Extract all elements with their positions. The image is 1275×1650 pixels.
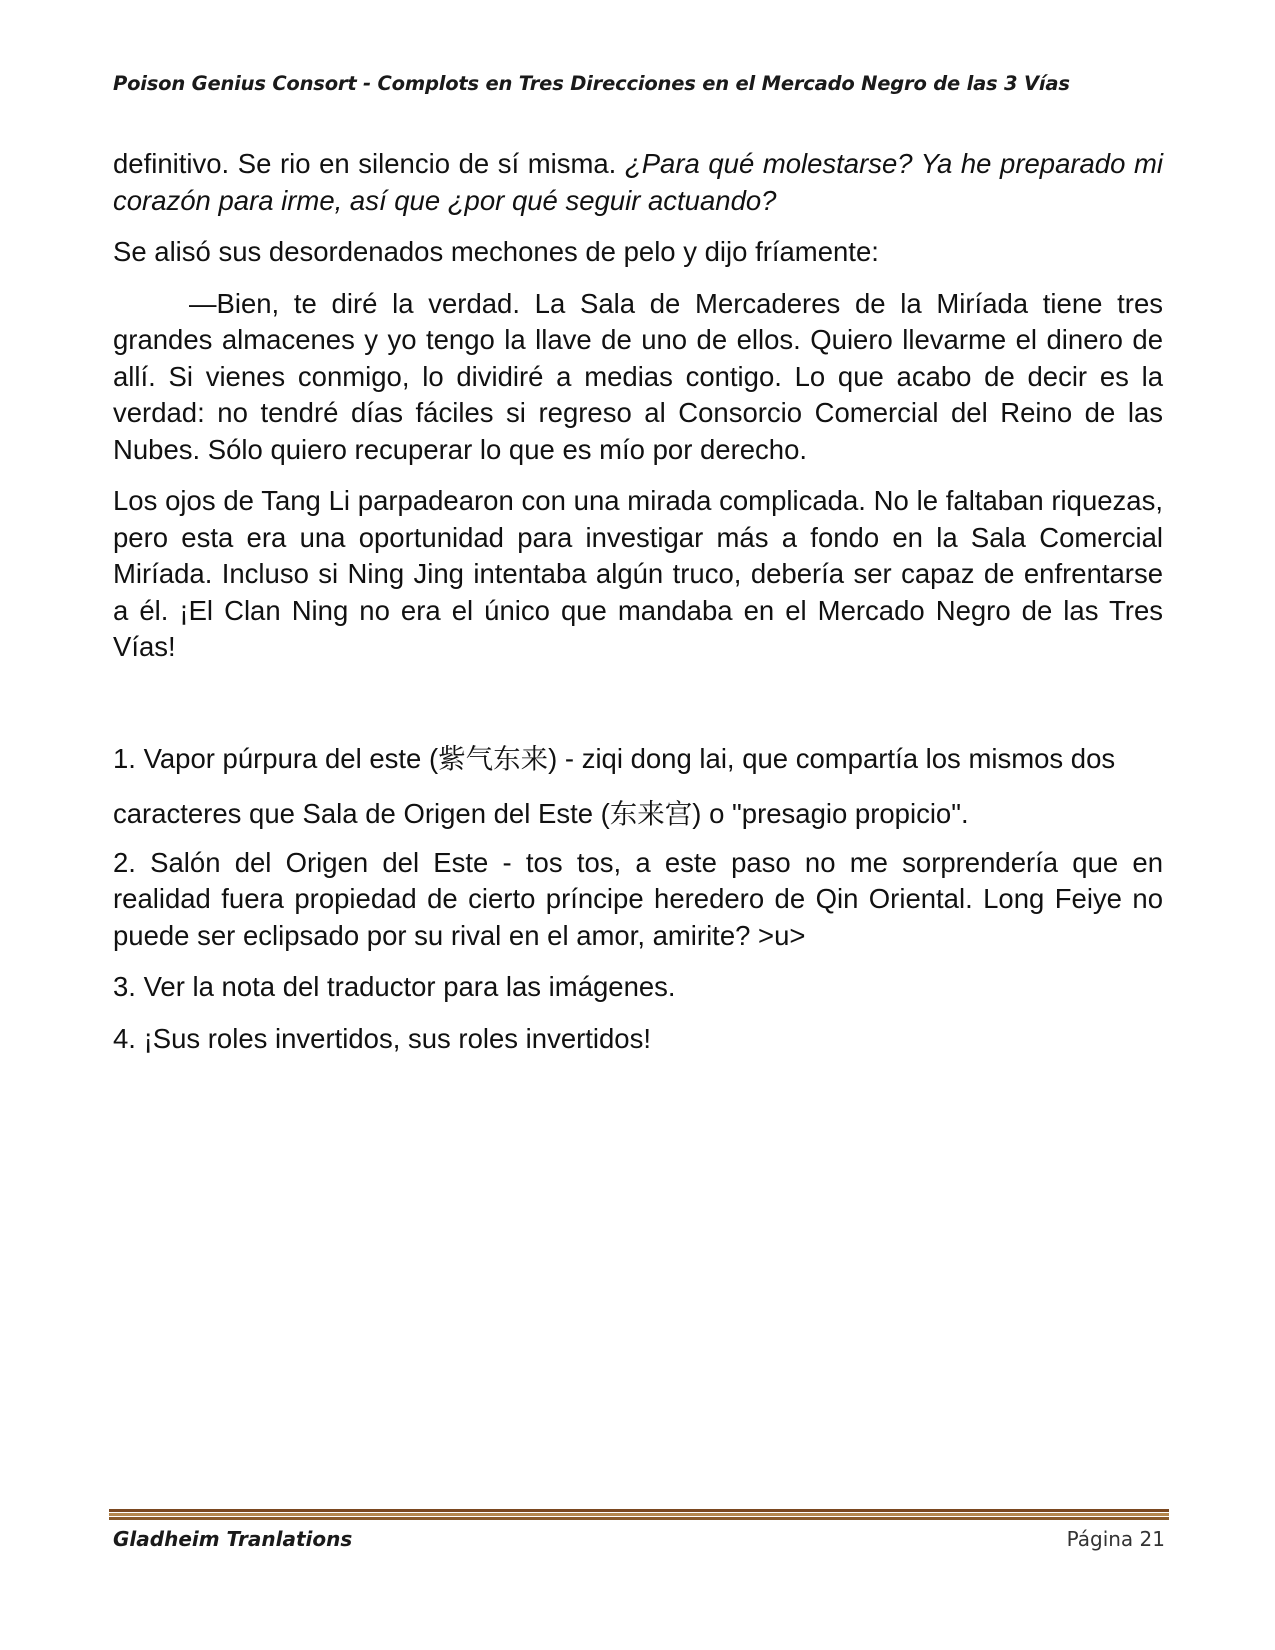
page-label: Página bbox=[1066, 1527, 1134, 1551]
footnote-3: 3. Ver la nota del traductor para las imágenes. bbox=[113, 971, 676, 1002]
page-number bbox=[1067, 1527, 1165, 1551]
paragraph-1 bbox=[113, 146, 1163, 219]
footnote-2: 2. Salón del Origen del Este - tos tos, a este paso no me sorprendería que en realidad fuera propiedad de cierto príncipe heredero de Qin Oriental. Long Feiye no puede ser eclipsado por su rival en el amor, amirite? >u> bbox=[113, 846, 1163, 951]
footer-credit: Gladheim Tranlations bbox=[113, 1527, 353, 1551]
paragraph-1-thought: ¿Para qué molestarse? Ya he preparado mi corazón para irme, así que ¿por qué seguir actuando? bbox=[113, 148, 1163, 216]
header-title: Poison Genius Consort - Complots en Tres Direcciones en el Mercado Negro de las 3 Vías bbox=[113, 72, 1070, 95]
page-content bbox=[113, 146, 1163, 1072]
page-number-value: 21 bbox=[1139, 1527, 1165, 1551]
footnote-4: 4. ¡Sus roles invertidos, sus roles invertidos! bbox=[113, 1022, 651, 1054]
footer-rule bbox=[109, 1509, 1169, 1521]
paragraph-2: Se alisó sus desordenados mechones de pelo y dijo fríamente: bbox=[113, 236, 879, 267]
paragraph-1-text: definitivo. Se rio en silencio de sí misma. bbox=[113, 148, 625, 179]
footnote-1: 1. Vapor púrpura del este (紫气东来) - ziqi dong lai, que compartía los mismos dos caracteres que Sala de Origen del Este (东来宫) o "presagio propicio". bbox=[113, 742, 1116, 829]
paragraph-3-dialogue: —Bien, te diré la verdad. La Sala de Mercaderes de la Miríada tiene tres grandes almacenes y yo tengo la llave de uno de ellos. Quiero llevarme el dinero de allí. Si vienes conmigo, lo dividiré a medias contigo. Lo que acabo de decir es la verdad: no tendré días fáciles si regreso al Consorcio Comercial del Reino de las Nubes. Sólo quiero recuperar lo que es mío por derecho. bbox=[113, 287, 1163, 465]
paragraph-4: Los ojos de Tang Li parpadearon con una mirada complicada. No le faltaban riquezas, pero esta era una oportunidad para investigar más a fondo en la Sala Comercial Miríada. Incluso si Ning Jing intentaba algún truco, debería ser capaz de enfrentarse a él. ¡El Clan Ning no era el único que mandaba en el Mercado Negro de las Tres Vías! bbox=[113, 485, 1163, 662]
